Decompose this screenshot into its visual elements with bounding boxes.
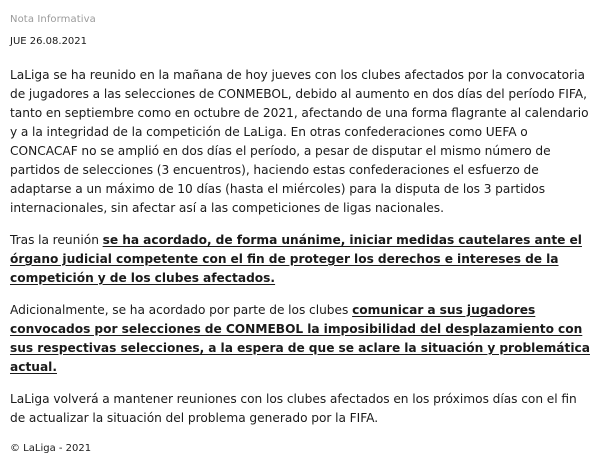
paragraph-additional-emphasis: comunicar a sus jugadores convocados por selecciones de CONMEBOL la imposibilidad del desplazamiento con sus respectivas selecciones, a la espera de que se aclare la situación y problemática actual. <box>10 303 590 374</box>
paragraph-agreement-emphasis: se ha acordado, de forma unánime, iniciar medidas cautelares ante el órgano judicial competente con el fin de proteger los derechos e intereses de la competición y de los clubes afectados. <box>10 233 582 285</box>
paragraph-additional-prefix: Adicionalmente, se ha acordado por parte de los clubes <box>10 303 353 317</box>
document-label: Nota Informativa <box>10 14 96 25</box>
paragraph-closing: LaLiga volverá a mantener reuniones con los clubes afectados en los próximos días con el fin de actualizar la situación del problema generado por la FIFA. <box>10 392 577 425</box>
paragraph-additional <box>10 301 592 377</box>
article-body <box>10 66 592 441</box>
paragraph-intro: LaLiga se ha reunido en la mañana de hoy jueves con los clubes afectados por la convocatoria de jugadores a las selecciones de CONMEBOL, debido al aumento en dos días del período FIFA, tanto en septiembre como en octubre de 2021, afectando de una forma flagrante al calendario y a la integridad de la competición de LaLiga. En otras confederaciones como UEFA o CONCACAF no se amplió en dos días el período, a pesar de disputar el mismo número de partidos de selecciones (3 encuentros), haciendo estas confederaciones el esfuerzo de adaptarse a un máximo de 10 días (hasta el miércoles) para la disputa de los 3 partidos internacionales, sin afectar así a las competiciones de ligas nacionales. <box>10 68 589 215</box>
paragraph-agreement <box>10 231 592 288</box>
copyright-footer: © LaLiga - 2021 <box>10 443 92 454</box>
publication-date: JUE 26.08.2021 <box>10 36 88 47</box>
paragraph-agreement-prefix: Tras la reunión <box>10 233 103 247</box>
